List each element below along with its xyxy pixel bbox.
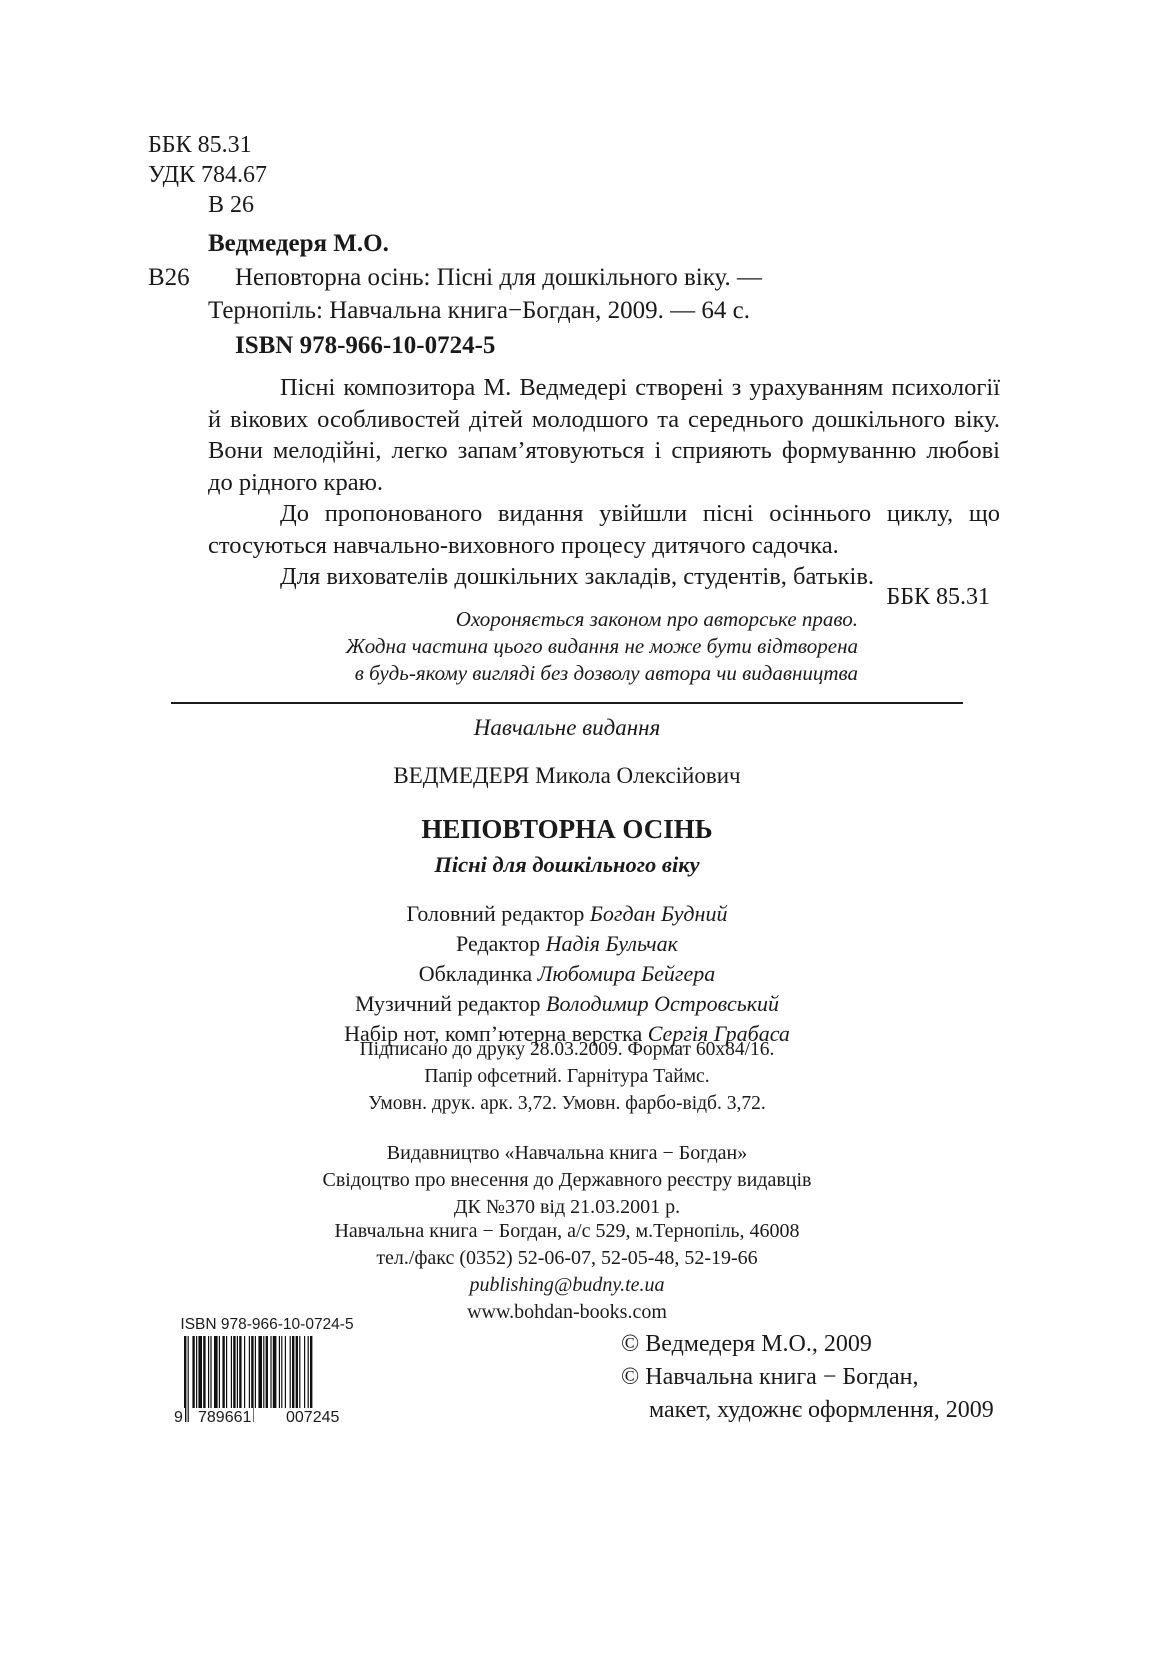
udk-code: УДК 784.67: [148, 162, 267, 188]
annotation-paragraph: Для вихователів дошкільних закладів, студентів, батьків.: [280, 563, 875, 590]
barcode-bar: [281, 1336, 282, 1408]
barcode-bar: [210, 1336, 211, 1408]
barcode-bar: [304, 1336, 305, 1408]
barcode-bar: [233, 1336, 235, 1408]
barcode-bar: [299, 1336, 300, 1408]
barcode-bar: [198, 1336, 202, 1408]
divider: [171, 702, 963, 704]
copyright-notice-line: Жодна частина цього видання не може бути відтворена: [345, 634, 858, 658]
isbn-barcode: [172, 1316, 362, 1436]
barcode-bar: [273, 1336, 277, 1408]
author-surname: ВЕДМЕДЕРЯ: [393, 763, 530, 788]
publisher-contacts: [171, 1218, 963, 1326]
barcode-bar: [285, 1336, 286, 1408]
entry-publication-line: Тернопіль: Навчальна книга−Богдан, 2009. — 64 с.: [208, 297, 750, 324]
publisher-line: Свідоцтво про внесення до Державного реєстру видавців: [322, 1169, 812, 1191]
barcode-bar: [208, 1336, 209, 1408]
barcode-bar: [222, 1336, 224, 1408]
publisher-phone: тел./факс (0352) 52-06-07, 52-05-48, 52-19-66: [376, 1247, 758, 1269]
author-given-name: Микола Олексійович: [535, 763, 741, 788]
staff-line: [171, 959, 963, 989]
entry-isbn: ISBN 978-966-10-0724-5: [235, 332, 496, 359]
barcode-bar: [214, 1336, 218, 1408]
staff-role: Редактор: [456, 931, 541, 956]
author-full-name: [171, 760, 963, 792]
barcode-bar: [266, 1336, 268, 1408]
barcode-bar: [270, 1336, 271, 1408]
barcode-bar: [279, 1336, 280, 1408]
copyright-notice-line: в будь-якому вигляді без дозволу автора чи видавництва: [354, 661, 858, 685]
author-code: В 26: [208, 192, 255, 218]
staff-role: Головний редактор: [406, 901, 585, 926]
annotation-paragraph: До пропонованого видання увійшли пісні осіннього циклу, що стосуються навчально-виховного процесу дитячого садочка.: [208, 500, 1000, 559]
barcode-bar: [237, 1336, 238, 1408]
staff-role: Набір нот, комп’ютерна верстка: [344, 1021, 643, 1046]
bbk-bottom: ББК 85.31: [886, 584, 990, 610]
barcode-bar: [226, 1336, 227, 1408]
entry-code: В26: [148, 264, 190, 291]
staff-name: Володимир Островський: [546, 991, 780, 1016]
barcode-bar: [296, 1336, 298, 1408]
publisher-address: Навчальна книга − Богдан, а/с 529, м.Тернопіль, 46008: [334, 1220, 800, 1242]
staff-role: Музичний редактор: [354, 991, 541, 1016]
barcode-bar: [263, 1336, 264, 1408]
copyright-notice: [200, 606, 858, 687]
barcode-digits-left: 789661: [198, 1409, 252, 1426]
edition-type: Навчальне видання: [473, 715, 661, 740]
publisher-line: ДК №370 від 21.03.2001 р.: [453, 1196, 681, 1218]
barcode-isbn-text: ISBN 978-966-10-0724-5: [180, 1316, 354, 1333]
barcode-digit-first: 9: [174, 1409, 183, 1426]
staff-name: Любомира Бейгера: [537, 961, 716, 986]
catalog-codes: [148, 130, 267, 220]
staff-line: [171, 929, 963, 959]
publisher-website: www.bohdan-books.com: [467, 1301, 667, 1323]
annotation: [208, 372, 1000, 593]
staff-name: Сергія Грабаса: [647, 1021, 790, 1046]
barcode-bar: [258, 1336, 262, 1408]
copyright-notice-line: Охороняється законом про авторське право.: [455, 607, 858, 631]
barcode-bar: [188, 1336, 189, 1422]
barcode-bar: [203, 1336, 205, 1408]
staff-line: [171, 899, 963, 929]
barcode-bar: [196, 1336, 197, 1408]
staff-role: Обкладинка: [418, 961, 533, 986]
bbk-code: ББК 85.31: [148, 132, 252, 158]
barcode-bar: [244, 1336, 245, 1408]
copyright-line: © Ведмедеря М.О., 2009: [621, 1331, 872, 1357]
staff-credits: [171, 899, 963, 1049]
barcode-digits-right: 007245: [286, 1409, 340, 1426]
copyright-line: © Навчальна книга − Богдан,: [621, 1364, 919, 1390]
entry-title-line: Неповторна осінь: Пісні для дошкільного віку. —: [235, 264, 763, 291]
print-specs: [171, 1036, 963, 1117]
copyright-line: макет, художнє оформлення, 2009: [649, 1397, 994, 1423]
barcode-bar: [231, 1336, 232, 1408]
print-spec-line: Умовн. друк. арк. 3,72. Умовн. фарбо-відб. 3,72.: [368, 1093, 766, 1114]
barcode-bar: [308, 1336, 309, 1408]
print-spec-line: Папір офсетний. Гарнітура Таймс.: [424, 1066, 710, 1087]
staff-line: [171, 989, 963, 1019]
barcode-bar: [239, 1336, 241, 1408]
staff-name: Богдан Будний: [589, 901, 728, 926]
annotation-paragraph: Пісні композитора М. Ведмедері створені з урахуванням психології й вікових особливостей дітей молодшого та середнього дошкільного віку. Вони мелодійні, легко запам’ятовуються і сприяють формуванню любові до рідного краю.: [208, 374, 1000, 496]
publisher-email: publishing@budny.te.ua: [469, 1274, 665, 1296]
barcode-bar: [292, 1336, 294, 1408]
barcode-bar: [255, 1336, 256, 1408]
entry-author: Ведмедеря М.О.: [208, 230, 389, 257]
print-spec-line: Підписано до друку 28.03.2009. Формат 60x84/16.: [359, 1039, 775, 1060]
barcode-bar: [192, 1336, 194, 1408]
publisher-info: [171, 1140, 963, 1221]
staff-name: Надія Бульчак: [545, 931, 678, 956]
book-title: НЕПОВТОРНА ОСІНЬ: [421, 814, 713, 844]
publisher-line: Видавництво «Навчальна книга − Богдан»: [386, 1142, 748, 1164]
book-subtitle: Пісні для дошкільного віку: [434, 852, 700, 877]
barcode-bar: [290, 1336, 291, 1408]
copyrights: [621, 1328, 994, 1427]
barcode-bar: [219, 1336, 220, 1408]
